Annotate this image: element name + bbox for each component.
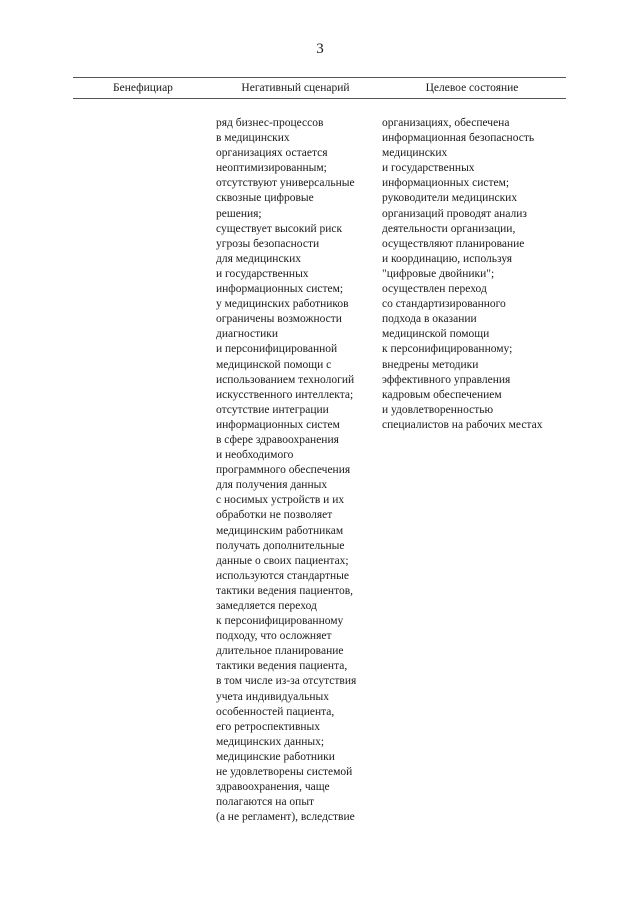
target-state-line: и координацию, используя [382,252,513,265]
target-state-line: к персонифицированному; [382,343,513,356]
target-state-line: медицинских [382,147,448,160]
negative-scenario-line: отсутствие интеграции [216,403,329,416]
negative-scenario-line: получать дополнительные [216,539,345,552]
negative-scenario-line: замедляется переход [216,600,317,612]
negative-scenario-line: медицинским работникам [216,524,344,537]
target-state-line: эффективного управления [382,373,511,386]
target-state-line: внедрены методики [382,358,479,371]
negative-scenario-line: в медицинских [216,132,290,145]
negative-scenario-line: учета индивидуальных [216,690,329,703]
negative-scenario-line: информационных систем; [216,283,344,296]
negative-scenario-line: особенностей пациента, [216,705,335,718]
negative-scenario-line: в том числе из-за отсутствия [216,675,357,688]
negative-scenario-line: ограничены возможности [216,313,342,326]
negative-scenario-line: у медицинских работников [216,298,349,311]
target-state-line: информационная безопасность [382,132,535,145]
target-state-line: руководители медицинских [382,192,518,205]
negative-scenario-line: медицинских данных; [216,735,325,748]
negative-scenario-line: медицинские работники [216,750,335,763]
negative-scenario-line: ряд бизнес-процессов [216,117,324,129]
negative-scenario-line: угрозы безопасности [216,237,320,250]
target-state-line: информационных систем; [382,177,510,190]
negative-scenario-line: для медицинских [216,252,302,265]
target-state-line: организаций проводят анализ [382,207,527,220]
negative-scenario-column [216,116,378,825]
negative-scenario-line: его ретроспективных [216,720,321,733]
negative-scenario-line: диагностики [216,328,279,341]
target-state-line: организациях, обеспечена [382,117,510,129]
header-negative-scenario: Негативный сценарий [241,82,350,94]
target-state-line: кадровым обеспечением [382,388,502,401]
negative-scenario-line: искусственного интеллекта; [216,388,354,401]
target-state-line: осуществляют планирование [382,237,525,250]
negative-scenario-line: тактики ведения пациентов, [216,584,354,597]
negative-scenario-line: и государственных [216,267,309,280]
negative-scenario-line: и персонифицированной [216,343,338,356]
negative-scenario-line: использованием технологий [216,373,355,386]
negative-scenario-line: неоптимизированным; [216,162,327,175]
negative-scenario-line: и необходимого [216,449,294,462]
negative-scenario-line: (а не регламент), вследствие [216,811,355,824]
negative-scenario-line: решения; [216,207,262,220]
negative-scenario-line: подходу, что осложняет [216,630,332,643]
negative-scenario-line: отсутствуют универсальные [216,177,355,190]
negative-scenario-line: для получения данных [216,479,328,492]
negative-scenario-line: в сфере здравоохранения [216,433,339,446]
negative-scenario-line: не удовлетворены системой [216,766,353,779]
negative-scenario-line: к персонифицированному [216,615,344,628]
negative-scenario-line: здравоохранения, чаще [216,781,330,794]
target-state-line: "цифровые двойники"; [382,267,495,280]
negative-scenario-line: с носимых устройств и их [216,494,345,507]
negative-scenario-line: организациях остается [216,147,328,160]
header-beneficiary: Бенефициар [113,82,173,94]
target-state-line: специалистов на рабочих местах [382,418,543,431]
target-state-line: осуществлен переход [382,283,487,296]
target-state-line: подхода в оказании [382,313,477,326]
negative-scenario-line: полагаются на опыт [216,796,315,809]
target-state-line: и государственных [382,162,475,175]
negative-scenario-line: программного обеспечения [216,464,351,477]
negative-scenario-line: существует высокий риск [216,222,343,235]
negative-scenario-line: сквозные цифровые [216,192,314,205]
negative-scenario-line: информационных систем [216,418,340,431]
target-state-line: деятельности организации, [382,222,516,235]
target-state-line: медицинской помощи [382,328,490,341]
target-state-line: и удовлетворенностью [382,403,494,416]
negative-scenario-line: тактики ведения пациента, [216,660,348,673]
target-state-column [382,116,566,433]
negative-scenario-line: длительное планирование [216,645,344,658]
negative-scenario-line: медицинской помощи с [216,358,332,371]
table-top-rule [73,77,566,78]
negative-scenario-line: данные о своих пациентах; [216,554,349,567]
negative-scenario-line: используются стандартные [216,569,350,582]
page-number: 3 [316,41,324,57]
table-header-bottom-rule [73,98,566,99]
target-state-line: со стандартизированного [382,298,506,311]
header-target-state: Целевое состояние [425,82,519,94]
negative-scenario-line: обработки не позволяет [216,509,333,522]
